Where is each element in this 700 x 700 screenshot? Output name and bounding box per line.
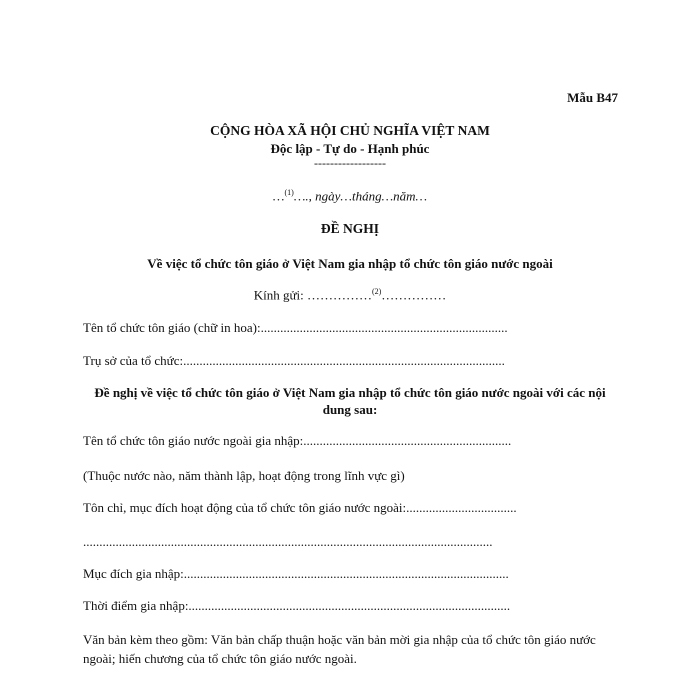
national-motto: Độc lập - Tự do - Hạnh phúc xyxy=(270,141,430,156)
addressee-prefix: Kính gửi: …………… xyxy=(253,287,372,303)
dateline-note: (1) xyxy=(284,188,294,197)
dateline xyxy=(0,188,700,204)
foreign-org-purpose-field: Tôn chỉ, mục đích hoạt động của tổ chức tôn giáo nước ngoài:.................................. xyxy=(83,500,517,515)
national-title: CỘNG HÒA XÃ HỘI CHỦ NGHĨA VIỆT NAM xyxy=(210,123,490,138)
addressee xyxy=(0,287,700,303)
dateline-prefix: … xyxy=(272,188,285,204)
document-subject: Về việc tổ chức tôn giáo ở Việt Nam gia nhập tổ chức tôn giáo nước ngoài xyxy=(147,256,553,271)
foreign-org-note: (Thuộc nước nào, năm thành lập, hoạt động trong lĩnh vực gì) xyxy=(83,468,405,483)
join-time-field: Thời điểm gia nhập:................................................................................................... xyxy=(83,598,511,613)
document-title: ĐỀ NGHỊ xyxy=(320,221,380,236)
foreign-org-name-field: Tên tổ chức tôn giáo nước ngoài gia nhập:................................................................ xyxy=(83,433,512,448)
headquarters-field: Trụ sở của tổ chức:................................................................................................... xyxy=(83,353,505,368)
dateline-suffix: …., ngày…tháng…năm… xyxy=(293,188,428,204)
org-name-field: Tên tổ chức tôn giáo (chữ in hoa):............................................................................ xyxy=(83,320,508,335)
section-heading: Đề nghị về việc tổ chức tôn giáo ở Việt Nam gia nhập tổ chức tôn giáo nước ngoài với các nội dung sau: xyxy=(94,385,606,417)
addressee-suffix: …………… xyxy=(381,287,447,303)
attachments-text: Văn bản kèm theo gồm: Văn bản chấp thuận hoặc văn bản mời gia nhập của tổ chức tôn giáo nước ngoài; hiến chương của tổ chức tôn giáo nước ngoài. xyxy=(83,632,596,666)
form-code: Mẫu B47 xyxy=(567,90,618,105)
blank-dotted-line: .............................................................................................................................. xyxy=(83,534,493,549)
addressee-note: (2) xyxy=(371,287,382,296)
header-rule: ------------------ xyxy=(314,156,386,170)
join-purpose-field: Mục đích gia nhập:.................................................................................................... xyxy=(83,566,509,581)
